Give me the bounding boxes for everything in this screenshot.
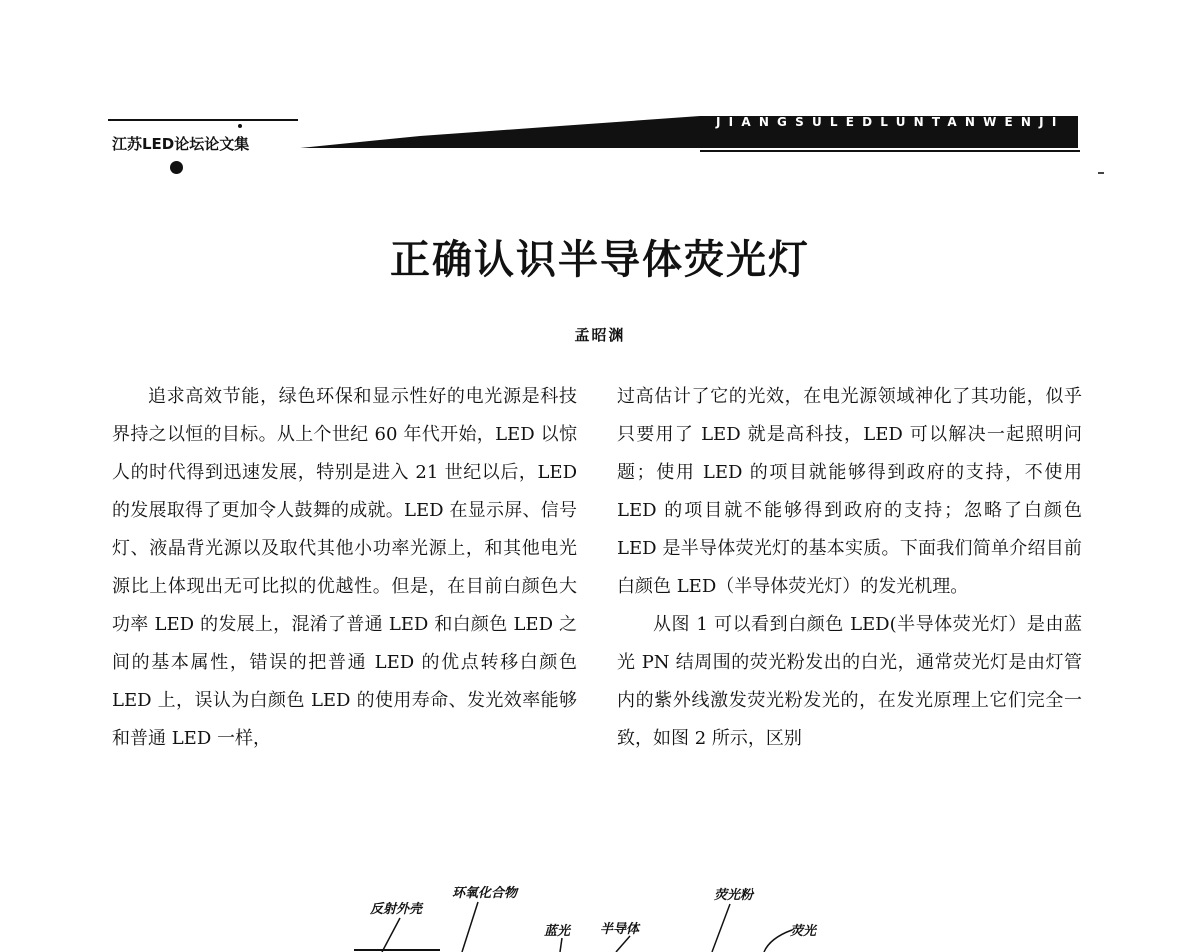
article-author: 孟昭渊 [574, 326, 626, 344]
header-bullet-dot [170, 161, 183, 174]
leader-line [764, 930, 792, 952]
figure-1 [340, 870, 860, 952]
paragraph: 追求高效节能，绿色环保和显示性好的电光源是科技界持之以恒的目标。从上个世纪 60 年代开始，LED 以惊人的时代得到迅速发展，特别是进入 21 世纪以后，LED 的发展取得了更加令人鼓舞的成就。LED 在显示屏、信号灯、液晶背光源以及取代其他小功率光源上，和其他电光源比上体现出无可比拟的优越性。但是，在目前白颜色大功率 LED 的发展上，混淆了普通 LED 和白颜色 LED 之间的基本属性，错误的把普通 LED 的优点转移白颜色 LED 上，误认为白颜色 LED 的使用寿命、发光效率能够和普通 LED 一样， [112, 386, 577, 749]
article-title: 正确认识半导体荧光灯 [390, 237, 810, 283]
figure-label-epoxy: 环氧化合物 [452, 886, 518, 901]
right-column [617, 378, 1082, 758]
figure-label-semiconductor: 半导体 [600, 922, 640, 937]
leader-line [616, 936, 630, 952]
header-top-rule [108, 119, 298, 121]
journal-pinyin: JIANGSULEDLUNTANWENJI [716, 115, 1065, 129]
figure-label-fluorescence: 荧光 [790, 924, 817, 939]
figure-label-blue-light: 蓝光 [544, 924, 571, 939]
header-small-dot [238, 124, 242, 128]
figure-label-phosphor: 荧光粉 [714, 888, 754, 903]
paragraph: 过高估计了它的光效，在电光源领域神化了其功能，似乎只要用了 LED 就是高科技，LED 可以解决一起照明问题；使用 LED 的项目就能够得到政府的支持，不使用 LED 的项目就不能够得到政府的支持；忽略了白颜色 LED 是半导体荧光灯的基本实质。下面我们简单介绍目前白颜色 LED（半导体荧光灯）的发光机理。 [617, 386, 1082, 597]
leader-line [560, 938, 562, 952]
figure-leader-lines [340, 870, 860, 952]
leader-line [462, 902, 478, 952]
left-column [112, 378, 577, 758]
figure-label-reflector: 反射外壳 [370, 902, 423, 917]
leader-line [382, 918, 400, 952]
leader-line [712, 904, 730, 952]
journal-title: 江苏LED论坛论文集 [112, 135, 250, 153]
paragraph: 从图 1 可以看到白颜色 LED(半导体荧光灯）是由蓝光 PN 结周围的荧光粉发出的白光，通常荧光灯是由灯管内的紫外线激发荧光粉发光的，在发光原理上它们完全一致，如图 2 所示，区别 [617, 614, 1082, 749]
margin-mark [1098, 172, 1104, 174]
header-bottom-rule [700, 150, 1080, 152]
